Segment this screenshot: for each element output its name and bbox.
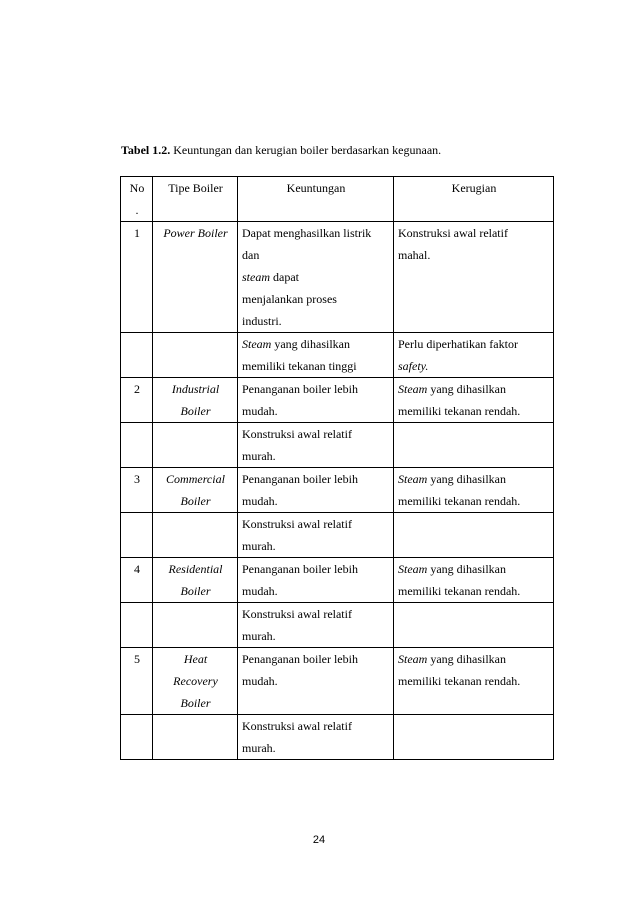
header-disadvantages: Kerugian [394, 177, 554, 222]
disadvantage-cell [394, 423, 554, 468]
disadvantage-cell: Perlu diperhatikan faktor safety. [394, 333, 554, 378]
advantage-cell: Steam yang dihasilkan memiliki tekanan tinggi [238, 333, 394, 378]
page-number: 24 [312, 834, 326, 846]
advantage-cell: Penanganan boiler lebih mudah. [238, 378, 394, 423]
boiler-type [153, 333, 238, 378]
advantage-cell: Penanganan boiler lebih mudah. [238, 468, 394, 513]
row-number: 3 [121, 468, 153, 513]
caption-text: Keuntungan dan kerugian boiler berdasarkan kegunaan. [170, 143, 442, 157]
boiler-type [153, 513, 238, 558]
disadvantage-cell [394, 715, 554, 760]
row-number [121, 333, 153, 378]
disadvantage-cell: Steam yang dihasilkan memiliki tekanan rendah. [394, 378, 554, 423]
header-type: Tipe Boiler [153, 177, 238, 222]
row-number: 2 [121, 378, 153, 423]
row-number [121, 715, 153, 760]
row-number: 4 [121, 558, 153, 603]
boiler-type [153, 715, 238, 760]
boiler-type: Residential Boiler [153, 558, 238, 603]
advantage-cell: Konstruksi awal relatif murah. [238, 513, 394, 558]
disadvantage-cell: Konstruksi awal relatif mahal. [394, 222, 554, 333]
row-number [121, 513, 153, 558]
table-row [121, 333, 554, 378]
row-number [121, 603, 153, 648]
boiler-table [120, 176, 554, 760]
table-row [121, 558, 554, 603]
caption-label: Tabel 1.2. [121, 143, 171, 157]
table-row [121, 603, 554, 648]
advantage-cell: Penanganan boiler lebih mudah. [238, 558, 394, 603]
boiler-type: Industrial Boiler [153, 378, 238, 423]
boiler-type: Commercial Boiler [153, 468, 238, 513]
table-row [121, 648, 554, 715]
disadvantage-cell: Steam yang dihasilkan memiliki tekanan rendah. [394, 468, 554, 513]
table-row [121, 513, 554, 558]
advantage-cell: Konstruksi awal relatif murah. [238, 603, 394, 648]
disadvantage-cell [394, 513, 554, 558]
table-caption [121, 143, 561, 158]
row-number: 1 [121, 222, 153, 333]
table-row [121, 222, 554, 333]
header-row [121, 177, 554, 222]
advantage-cell: Konstruksi awal relatif murah. [238, 715, 394, 760]
row-number: 5 [121, 648, 153, 715]
table-row [121, 378, 554, 423]
table-row [121, 468, 554, 513]
boiler-type: Heat Recovery Boiler [153, 648, 238, 715]
header-advantages: Keuntungan [238, 177, 394, 222]
advantage-cell: Konstruksi awal relatif murah. [238, 423, 394, 468]
header-no: No . [121, 177, 153, 222]
boiler-type: Power Boiler [153, 222, 238, 333]
row-number [121, 423, 153, 468]
table-row [121, 715, 554, 760]
table-row [121, 423, 554, 468]
boiler-type [153, 423, 238, 468]
disadvantage-cell: Steam yang dihasilkan memiliki tekanan rendah. [394, 648, 554, 715]
advantage-cell: Dapat menghasilkan listrik dan steam dapat menjalankan proses industri. [238, 222, 394, 333]
boiler-type [153, 603, 238, 648]
disadvantage-cell: Steam yang dihasilkan memiliki tekanan rendah. [394, 558, 554, 603]
disadvantage-cell [394, 603, 554, 648]
advantage-cell: Penanganan boiler lebih mudah. [238, 648, 394, 715]
